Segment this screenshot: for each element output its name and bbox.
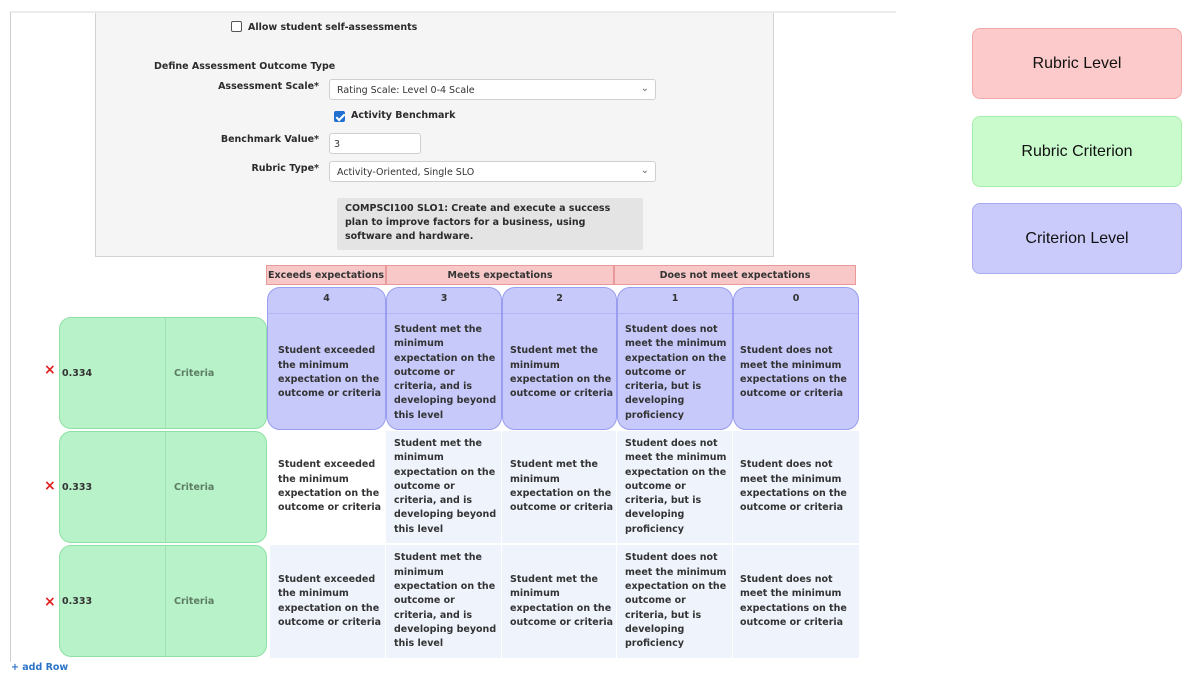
rubric-cell[interactable] <box>614 545 733 658</box>
rubric-cell[interactable] <box>614 431 733 543</box>
rubric-cell[interactable] <box>499 431 617 543</box>
delete-row-icon[interactable]: × <box>44 478 56 494</box>
rubric-cell[interactable] <box>383 317 502 429</box>
self-assessment-label: Allow student self-assessments <box>248 22 418 33</box>
rubric-cell[interactable] <box>267 545 386 658</box>
rubric-cell[interactable] <box>729 431 861 543</box>
delete-row-icon[interactable]: × <box>44 362 56 378</box>
cell-description: Student met the minimum expectation on the outcome or criteria, and is developing beyond this level <box>394 437 497 535</box>
band-exceeds-expectations: Exceeds expectations <box>266 265 386 285</box>
rubric-criterion-row-3[interactable] <box>59 545 267 657</box>
cell-description: Student exceeded the minimum expectation on the outcome or criteria <box>278 345 382 400</box>
level-number: 3 <box>440 293 448 304</box>
delete-row-icon[interactable]: × <box>44 594 56 610</box>
cell-description: Student does not meet the minimum expectation on the outcome or criteria, but is developing proficiency <box>625 552 727 650</box>
criterion-divider <box>165 546 166 656</box>
cell-description: Student does not meet the minimum expectations on the outcome or criteria <box>740 345 847 400</box>
cell-description: Student met the minimum expectation on the outcome or criteria <box>510 345 614 400</box>
cell-description: Student met the minimum expectation on the outcome or criteria <box>510 573 614 628</box>
cell-description: Student met the minimum expectation on the outcome or criteria, and is developing beyond this level <box>394 323 497 421</box>
rubric-cell[interactable] <box>614 317 733 429</box>
cell-description: Student does not meet the minimum expectations on the outcome or criteria <box>740 459 847 514</box>
rubric-cell[interactable] <box>499 545 617 658</box>
rubric-type-label: Rubric Type* <box>251 163 319 174</box>
level-number: 0 <box>792 293 800 304</box>
chevron-down-icon: ⌄ <box>640 165 649 176</box>
level-number: 2 <box>556 293 563 304</box>
level-divider <box>503 313 616 314</box>
benchmark-value-label: Benchmark Value* <box>220 134 319 145</box>
cell-description: Student exceeded the minimum expectation on the outcome or criteria <box>278 459 382 514</box>
level-divider <box>387 313 501 314</box>
level-divider <box>734 313 858 314</box>
add-row-link[interactable]: + add Row <box>11 662 69 673</box>
band-does-not-meet-expectations: Does not meet expectations <box>614 265 856 285</box>
level-number: 1 <box>671 293 679 304</box>
rubric-criterion-row-1[interactable] <box>59 317 267 429</box>
assessment-scale-select[interactable] <box>329 79 656 100</box>
activity-benchmark-checkbox[interactable] <box>334 111 345 122</box>
cell-description: Student does not meet the minimum expectations on the outcome or criteria <box>740 573 847 628</box>
legend-rubric-level: Rubric Level <box>972 28 1182 99</box>
assessment-scale-label: Assessment Scale* <box>218 81 319 92</box>
outcome-type-heading: Define Assessment Outcome Type <box>154 61 336 72</box>
chevron-down-icon: ⌄ <box>640 83 649 94</box>
rubric-cell[interactable] <box>383 431 502 543</box>
cell-description: Student exceeded the minimum expectation on the outcome or criteria <box>278 573 382 628</box>
rubric-cell[interactable] <box>729 317 861 429</box>
criterion-name[interactable]: Criteria <box>174 481 215 493</box>
legend-criterion-level: Criterion Level <box>972 203 1182 274</box>
criterion-weight[interactable]: 0.333 <box>62 595 93 607</box>
assessment-scale-value: Rating Scale: Level 0-4 Scale <box>337 85 475 96</box>
rubric-type-value: Activity-Oriented, Single SLO <box>337 167 475 178</box>
criterion-divider <box>165 432 166 542</box>
self-assessment-checkbox[interactable] <box>231 21 242 32</box>
activity-benchmark-label: Activity Benchmark <box>351 110 456 121</box>
criterion-weight[interactable]: 0.334 <box>62 367 93 379</box>
level-divider <box>268 313 385 314</box>
level-number: 4 <box>323 293 330 304</box>
criterion-name[interactable]: Criteria <box>174 595 215 607</box>
cell-description: Student met the minimum expectation on the outcome or criteria <box>510 459 614 514</box>
benchmark-value-input[interactable]: 3 <box>329 133 421 154</box>
slo-description: COMPSCI100 SLO1: Create and execute a success plan to improve factors for a business, using software and hardware. <box>337 198 643 250</box>
rubric-cell[interactable] <box>267 431 386 543</box>
rubric-cell[interactable] <box>383 545 502 658</box>
legend-rubric-criterion: Rubric Criterion <box>972 116 1182 187</box>
level-divider <box>618 313 732 314</box>
cell-description: Student does not meet the minimum expectation on the outcome or criteria, but is developing proficiency <box>625 437 727 535</box>
criterion-weight[interactable]: 0.333 <box>62 481 93 493</box>
rubric-cell[interactable] <box>267 317 386 429</box>
criterion-divider <box>165 318 166 428</box>
rubric-criterion-row-2[interactable] <box>59 431 267 543</box>
left-divider <box>10 12 11 662</box>
cell-description: Student does not meet the minimum expectation on the outcome or criteria, but is developing proficiency <box>625 323 727 421</box>
rubric-cell[interactable] <box>499 317 617 429</box>
rubric-cell[interactable] <box>729 545 861 658</box>
criterion-name[interactable]: Criteria <box>174 367 215 379</box>
cell-description: Student met the minimum expectation on the outcome or criteria, and is developing beyond this level <box>394 552 497 650</box>
band-meets-expectations: Meets expectations <box>386 265 614 285</box>
rubric-type-select[interactable] <box>329 161 656 182</box>
